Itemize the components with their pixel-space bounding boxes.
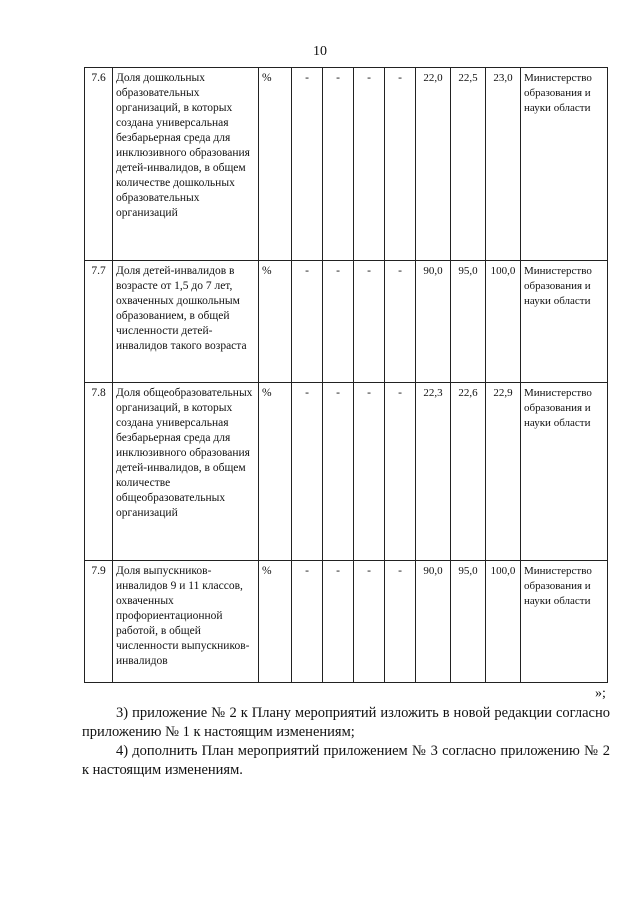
value-cell: - — [385, 68, 416, 261]
table-row — [85, 561, 608, 683]
value-cell: - — [292, 561, 323, 683]
amendment-paragraph: 4) дополнить План мероприятий приложением № 3 согласно приложению № 2 к настоящим изменениям. — [82, 743, 610, 778]
unit-cell: % — [259, 561, 292, 683]
indicator-name: Доля общеобразовательных организаций, в которых создана универсальная безбарьерная среда для инклюзивного образования детей-инвалидов, в общем количестве общеобразовательных организаций — [113, 383, 259, 561]
value-cell: - — [292, 383, 323, 561]
value-cell: - — [323, 561, 354, 683]
table-row — [85, 68, 608, 261]
value-cell: 95,0 — [451, 561, 486, 683]
value-cell: - — [385, 261, 416, 383]
value-cell: - — [292, 68, 323, 261]
value-cell: - — [354, 68, 385, 261]
row-number: 7.8 — [85, 383, 113, 561]
responsible-dept: Министерство образования и науки области — [521, 261, 608, 383]
row-number: 7.9 — [85, 561, 113, 683]
value-cell: 100,0 — [486, 261, 521, 383]
responsible-dept: Министерство образования и науки области — [521, 561, 608, 683]
row-number: 7.7 — [85, 261, 113, 383]
page-number: 10 — [313, 44, 327, 59]
value-cell: 90,0 — [416, 561, 451, 683]
value-cell: - — [292, 261, 323, 383]
value-cell: - — [354, 383, 385, 561]
indicator-name: Доля детей-инвалидов в возрасте от 1,5 до 7 лет, охваченных дошкольным образованием, в общей численности детей-инвалидов такого возраста — [113, 261, 259, 383]
value-cell: 22,3 — [416, 383, 451, 561]
row-number: 7.6 — [85, 68, 113, 261]
indicator-name: Доля выпускников-инвалидов 9 и 11 классов, охваченных профориентационной работой, в общей численности выпускников-инвалидов — [113, 561, 259, 683]
value-cell: 95,0 — [451, 261, 486, 383]
plan-indicators-table — [84, 67, 608, 683]
unit-cell: % — [259, 383, 292, 561]
value-cell: 100,0 — [486, 561, 521, 683]
amendment-paragraph: 3) приложение № 2 к Плану мероприятий изложить в новой редакции согласно приложению № 1 к настоящим изменениям; — [82, 705, 610, 740]
value-cell: - — [354, 561, 385, 683]
unit-cell: % — [259, 261, 292, 383]
value-cell: 90,0 — [416, 261, 451, 383]
value-cell: - — [323, 68, 354, 261]
value-cell: 22,6 — [451, 383, 486, 561]
value-cell: - — [354, 261, 385, 383]
value-cell: 22,5 — [451, 68, 486, 261]
value-cell: - — [323, 383, 354, 561]
responsible-dept: Министерство образования и науки области — [521, 383, 608, 561]
value-cell: - — [323, 261, 354, 383]
indicator-name: Доля дошкольных образовательных организаций, в которых создана универсальная безбарьерная среда для инклюзивного образования детей-инвалидов, в общем количестве дошкольных образовательных организаций — [113, 68, 259, 261]
value-cell: - — [385, 383, 416, 561]
table-row — [85, 383, 608, 561]
value-cell: - — [385, 561, 416, 683]
closing-quote-mark: »; — [595, 686, 606, 701]
unit-cell: % — [259, 68, 292, 261]
table-row — [85, 261, 608, 383]
value-cell: 22,0 — [416, 68, 451, 261]
value-cell: 23,0 — [486, 68, 521, 261]
responsible-dept: Министерство образования и науки области — [521, 68, 608, 261]
value-cell: 22,9 — [486, 383, 521, 561]
